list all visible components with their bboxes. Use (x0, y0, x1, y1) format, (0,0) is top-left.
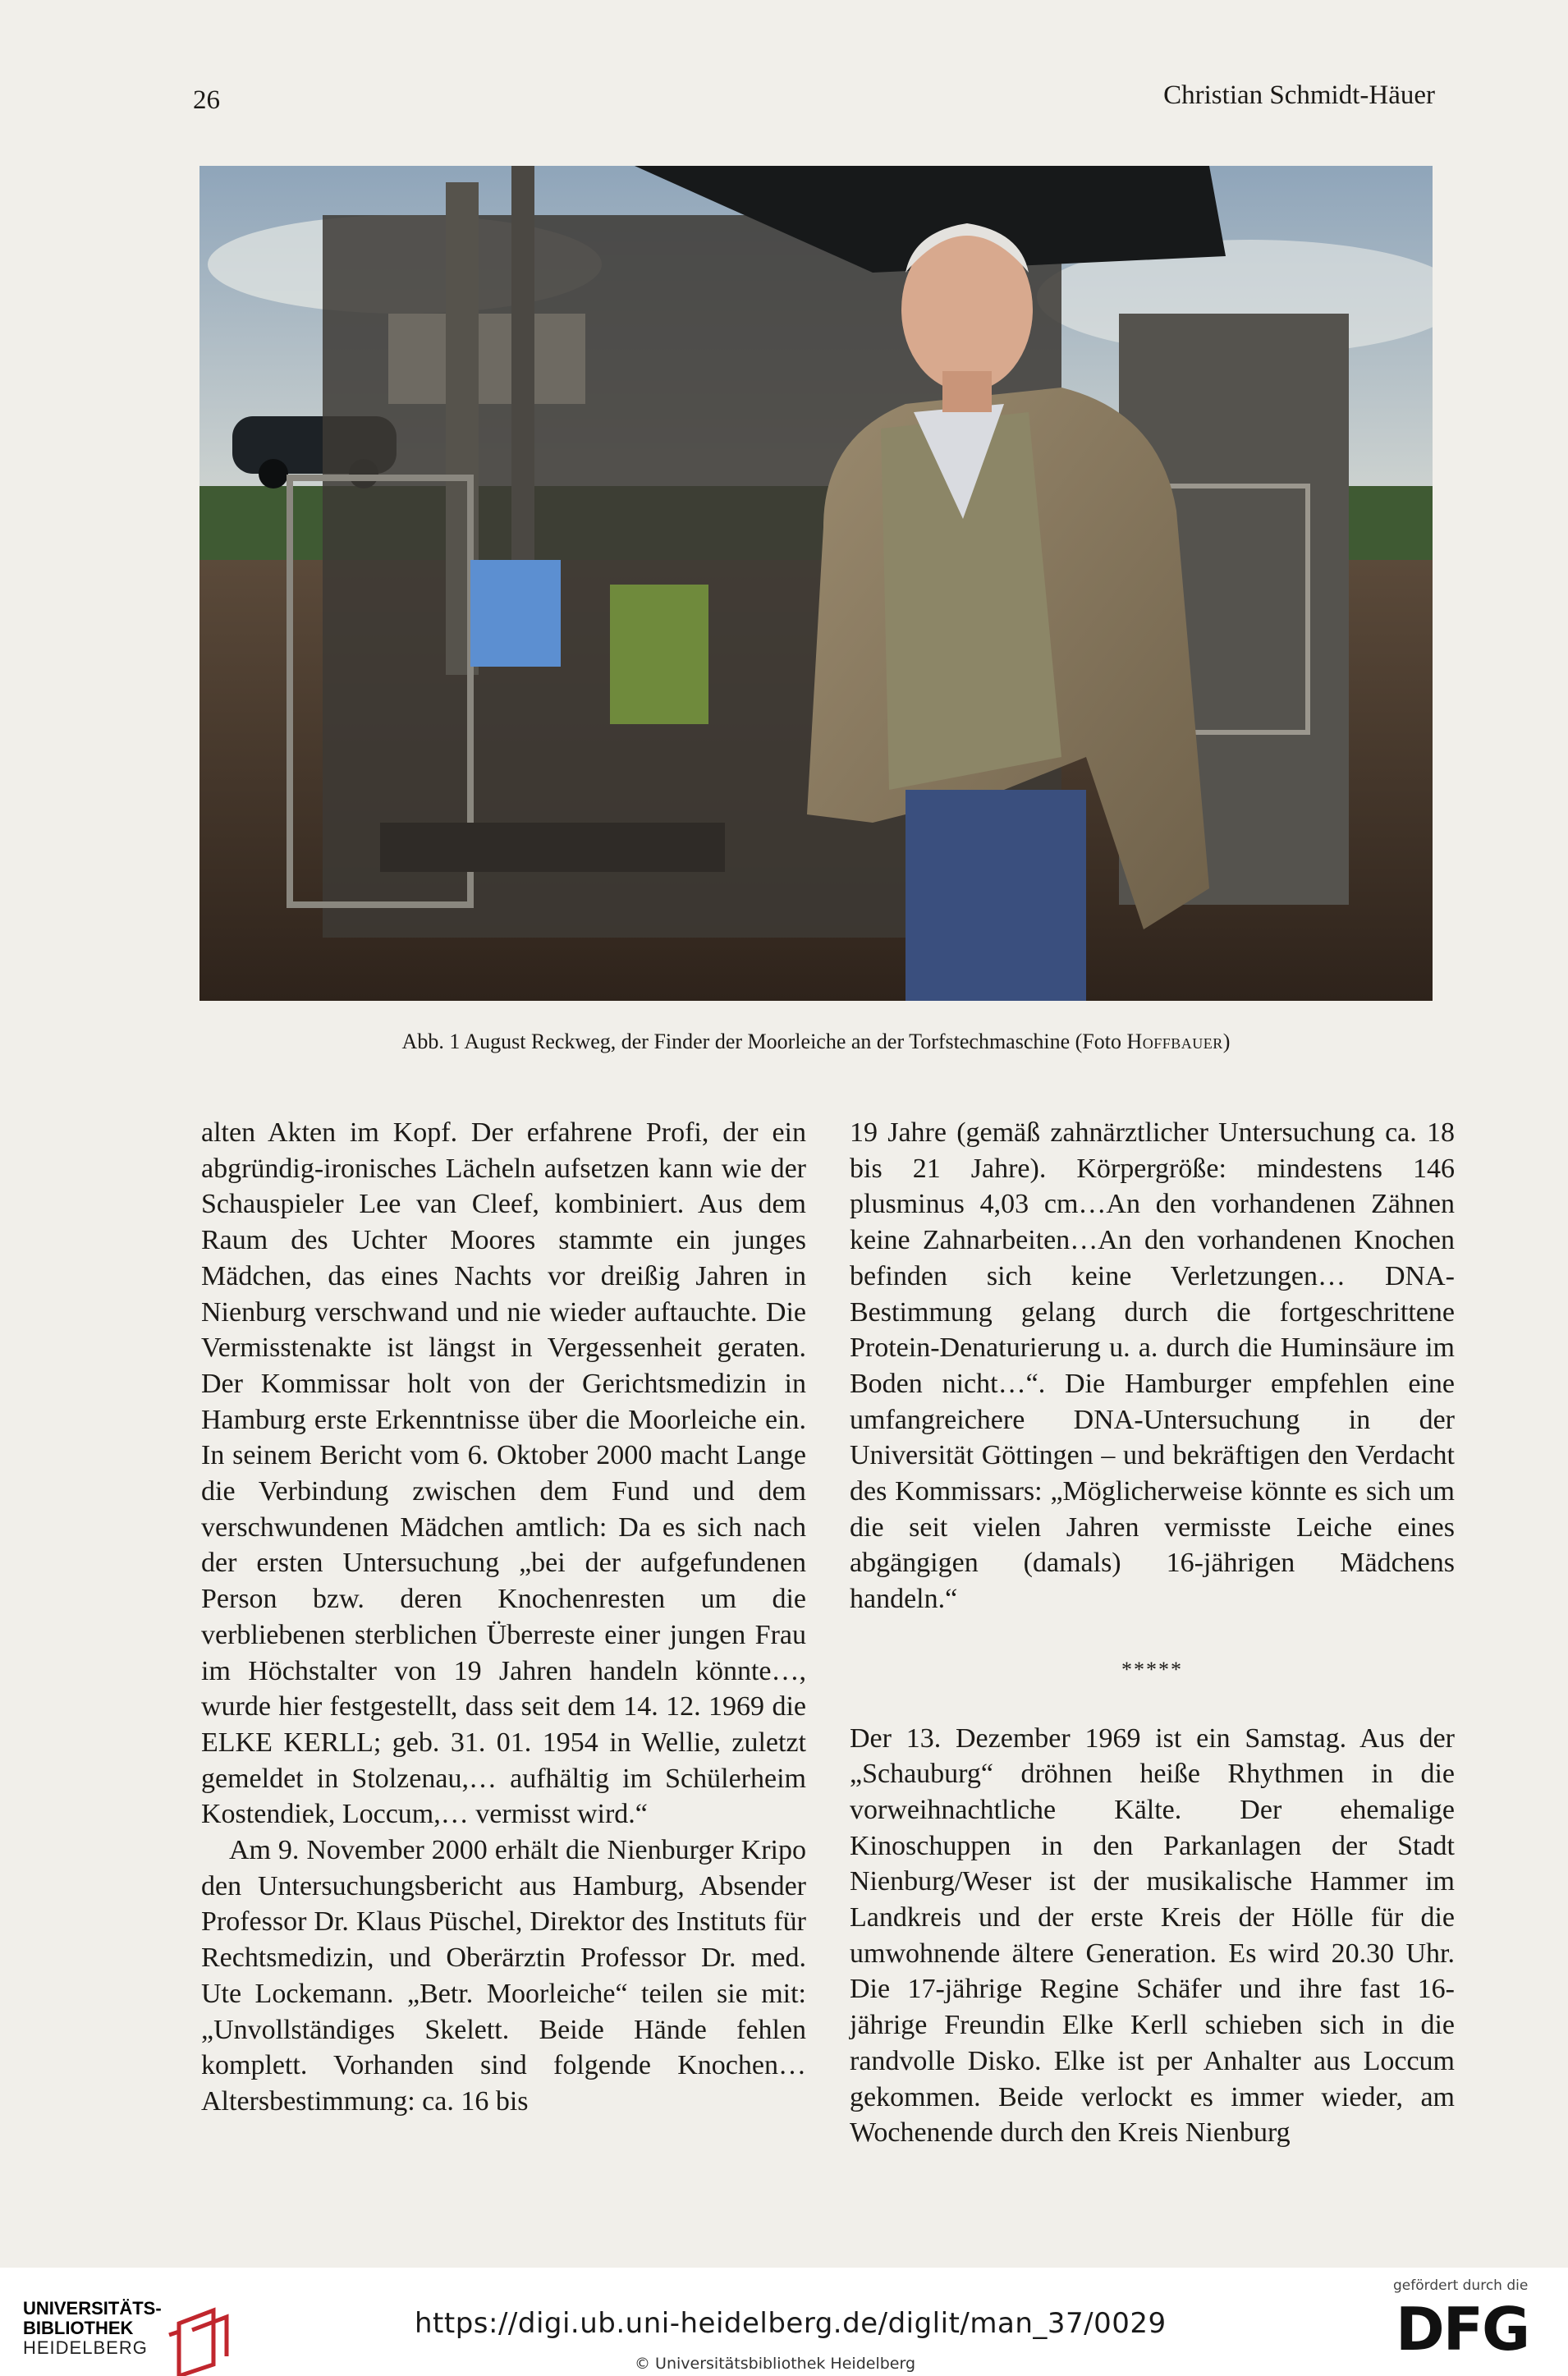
funding-note: gefördert durch die (1393, 2277, 1529, 2294)
caption-text: Abb. 1 August Reckweg, der Finder der Moorleiche an der Torfstechmaschine (Foto (401, 1030, 1127, 1053)
library-name-line: HEIDELBERG (23, 2337, 148, 2358)
body-paragraph: Der 13. Dezember 1969 ist ein Samstag. Aus der „Schauburg“ dröhnen heiße Rhythmen in die vorweihnachtliche Kälte. Der ehemalige Kinoschuppen in den Parkanlagen der Stadt Nienburg/Weser ist der musikalische Hammer im Landkreis und der erste Kreis der Hölle für die umwohnende ältere Generation. Es wird 20.30 Uhr. Die 17-jährige Regine Schäfer und ihre fast 16-jährige Freundin Elke Kerll schieben sich in die randvolle Disko. Elke ist per Anhalter aus Loccum gekommen. Beide verlockt es immer wieder, am Wochenende durch den Kreis Nienburg (850, 1722, 1455, 2149)
library-name-line: UNIVERSITÄTS- (23, 2298, 162, 2319)
running-head: Christian Schmidt-Häuer (1163, 80, 1435, 110)
permalink-url[interactable]: https://digi.ub.uni-heidelberg.de/diglit/man_37/0029 (415, 2307, 1167, 2340)
dfg-logo-text: DFG (1396, 2299, 1529, 2356)
dfg-logo[interactable] (1396, 2299, 1543, 2356)
figure-photo (199, 166, 1433, 1001)
library-mark-icon (163, 2307, 236, 2376)
copyright-notice: © Universitätsbibliothek Heidelberg (635, 2355, 916, 2373)
library-name-line: BIBLIOTHEK (23, 2318, 134, 2338)
body-paragraph: alten Akten im Kopf. Der erfahrene Profi, der ein abgründig-ironisches Lächeln aufsetzen kann wie der Schauspieler Lee van Cleef, kombiniert. Aus dem Raum des Uchter Moores stammte ein junges Mädchen, das eines Nachts vor dreißig Jahren in Nienburg verschwand und nie wieder auftauchte. Die Vermisstenakte ist längst in Vergessenheit geraten. Der Kommissar holt von der Gerichtsmedizin in Hamburg erste Erkenntnisse über die Moorleiche ein. In seinem Bericht vom 6. Oktober 2000 macht Lange die Verbindung zwischen dem Fund und dem verschwundenen Mädchen amtlich: Da es sich nach der ersten Untersuchung „bei der aufgefundenen Person bzw. deren Knochenresten um die verbliebenen sterblichen Überreste einer jungen Frau im Höchstalter von 19 Jahren handeln könnte…, wurde hier festgestellt, dass seit dem 14. 12. 1969 die ELKE KERLL; geb. 31. 01. 1954 in Wellie, zuletzt gemeldet in Stolzenau,… aufhältig im Schülerheim Kostendiek, Loccum,… vermisst wird.“ (201, 1117, 806, 1830)
page-number: 26 (193, 85, 220, 115)
caption-close: ) (1222, 1030, 1231, 1053)
section-separator: ***** (1121, 1657, 1183, 1681)
footer-bar (0, 2268, 1568, 2376)
body-paragraph: Am 9. November 2000 erhält die Nienburger Kripo den Untersuchungsbericht aus Hamburg, Absender Professor Dr. Klaus Püschel, Direktor des Instituts für Rechtsmedizin, und Oberärztin Professor Dr. med. Ute Lockemann. „Betr. Moorleiche“ teilen sie mit: „Unvollständiges Skelett. Beide Hände fehlen komplett. Vorhanden sind folgende Knochen…Altersbestimmung: ca. 16 bis (201, 1835, 806, 2117)
library-logo[interactable] (23, 2299, 162, 2358)
figure-caption (199, 1030, 1433, 1054)
right-column (850, 1115, 1455, 2151)
body-paragraph: 19 Jahre (gemäß zahnärztlicher Untersuchung ca. 18 bis 21 Jahre). Körpergröße: mindestens 146 plusminus 4,03 cm…An den vorhandenen Zähnen keine Zahnarbeiten…An den vorhandenen Knochen befinden sich keine Verletzungen… DNA-Bestimmung gelang durch die fortgeschrittene Protein-Denaturierung u. a. durch die Huminsäure im Boden nicht…“. Die Hamburger empfehlen eine umfangreichere DNA-Untersuchung in der Universität Göttingen – und bekräftigen den Verdacht des Kommissars: „Möglicherweise könnte es sich um die seit vielen Jahren vermisste Leiche eines abgängigen (damals) 16-jährigen Mädchens handeln.“ (850, 1117, 1455, 1615)
left-column (201, 1115, 806, 2120)
photo-illustration (199, 166, 1433, 1001)
caption-photographer: Hoffbauer (1126, 1030, 1223, 1053)
